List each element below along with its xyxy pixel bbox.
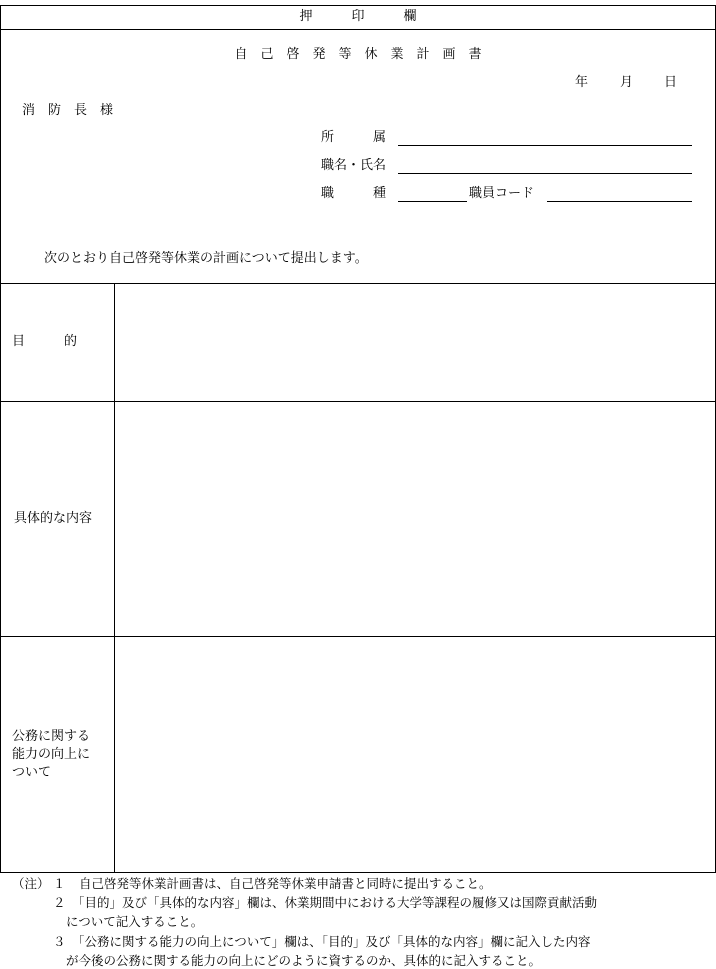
details-label: 具体的な内容	[14, 511, 93, 526]
note-text: について記入すること。	[66, 914, 204, 929]
form-header-divider	[0, 283, 716, 284]
ability-label	[12, 728, 90, 782]
note-text: 「公務に関する能力の向上について」欄は、「目的」及び「具体的な内容」欄に記入した内容	[72, 934, 591, 949]
affiliation-field[interactable]	[398, 128, 692, 144]
staff-code-underline	[547, 201, 692, 202]
ability-label-line: 能力の向上に	[12, 747, 91, 762]
purpose-field[interactable]	[116, 285, 714, 400]
job-type-underline	[398, 201, 467, 202]
notes-prefix: （注）	[12, 876, 50, 891]
addressee: 消 防 長 様	[22, 103, 114, 118]
row1-divider	[0, 401, 716, 402]
page-title: 自 己 啓 発 等 休 業 計 画 書	[234, 47, 482, 62]
name-label: 職名・氏名	[321, 158, 387, 173]
frame-top	[0, 5, 716, 6]
staff-code-label: 職員コード	[469, 186, 535, 201]
note-text: 自己啓発等休業計画書は、自己啓発等休業申請書と同時に提出すること。	[79, 876, 492, 891]
frame-left	[0, 5, 1, 873]
label-column-divider	[114, 283, 115, 873]
note-number: ３	[53, 934, 66, 949]
purpose-label: 目 的	[12, 334, 78, 349]
name-underline	[398, 173, 692, 174]
staff-code-field[interactable]	[547, 184, 692, 200]
seal-header-label: 押 印 欄	[299, 9, 417, 24]
details-field[interactable]	[116, 403, 714, 635]
ability-label-line: ついて	[12, 765, 52, 780]
frame-bottom	[0, 872, 716, 873]
statement: 次のとおり自己啓発等休業の計画について提出します。	[44, 251, 368, 266]
date-month-label: 月	[620, 75, 634, 90]
note-number: ２	[53, 895, 66, 910]
job-type-label: 職 種	[321, 186, 387, 201]
row2-divider	[0, 636, 716, 637]
seal-header-divider	[0, 29, 716, 30]
note-number: １	[53, 876, 66, 891]
affiliation-underline	[398, 145, 692, 146]
name-field[interactable]	[398, 156, 692, 172]
date-day-label: 日	[664, 75, 678, 90]
date-year-label: 年	[575, 75, 589, 90]
note-text: が今後の公務に関する能力の向上にどのように資するのか、具体的に記入すること。	[66, 953, 542, 968]
affiliation-label: 所 属	[321, 130, 387, 145]
ability-field[interactable]	[116, 638, 714, 871]
note-text: 「目的」及び「具体的な内容」欄は、休業期間中における大学等課程の履修又は国際貢献活動	[72, 895, 598, 910]
job-type-field[interactable]	[398, 184, 467, 200]
ability-label-line: 公務に関する	[12, 729, 91, 744]
